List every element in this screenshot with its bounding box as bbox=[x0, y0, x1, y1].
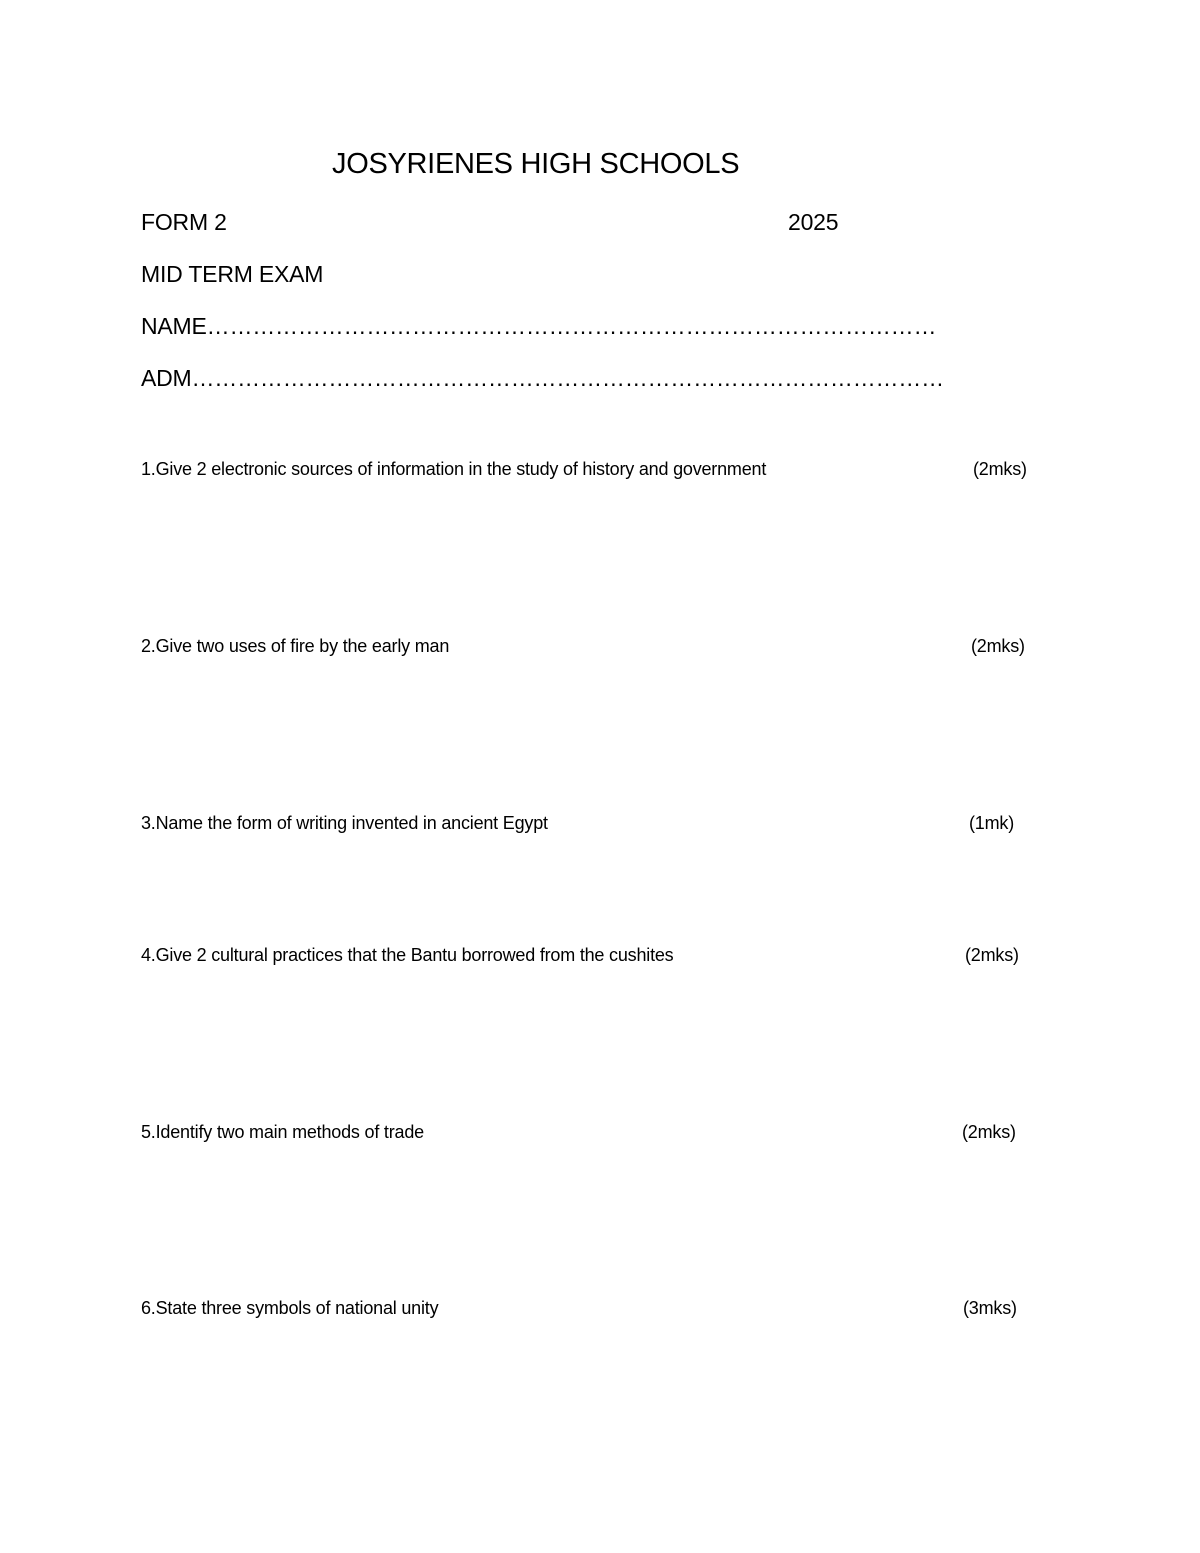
question-6-marks: (3mks) bbox=[963, 1298, 1017, 1318]
exam-year: 2025 bbox=[788, 209, 839, 235]
student-name-line: NAME…………………………………………………………………………………… bbox=[141, 313, 937, 339]
school-name-heading: JOSYRIENES HIGH SCHOOLS bbox=[332, 148, 740, 180]
question-5-text: 5.Identify two main methods of trade bbox=[141, 1122, 424, 1142]
question-2-text: 2.Give two uses of fire by the early man bbox=[141, 636, 450, 656]
exam-type-label: MID TERM EXAM bbox=[141, 261, 324, 287]
question-3-marks: (1mk) bbox=[969, 813, 1014, 833]
question-1-marks: (2mks) bbox=[973, 459, 1027, 479]
question-4-marks: (2mks) bbox=[965, 945, 1019, 965]
question-4-text: 4.Give 2 cultural practices that the Bantu borrowed from the cushites bbox=[141, 945, 674, 965]
question-3-text: 3.Name the form of writing invented in ancient Egypt bbox=[141, 813, 548, 833]
form-label: FORM 2 bbox=[141, 209, 227, 235]
question-6-text: 6.State three symbols of national unity bbox=[141, 1298, 439, 1318]
question-5-marks: (2mks) bbox=[962, 1122, 1016, 1142]
question-1-text: 1.Give 2 electronic sources of information in the study of history and government bbox=[141, 459, 767, 479]
question-2-marks: (2mks) bbox=[971, 636, 1025, 656]
admission-number-line: ADM……………………………………………………………………………………… bbox=[141, 365, 944, 391]
